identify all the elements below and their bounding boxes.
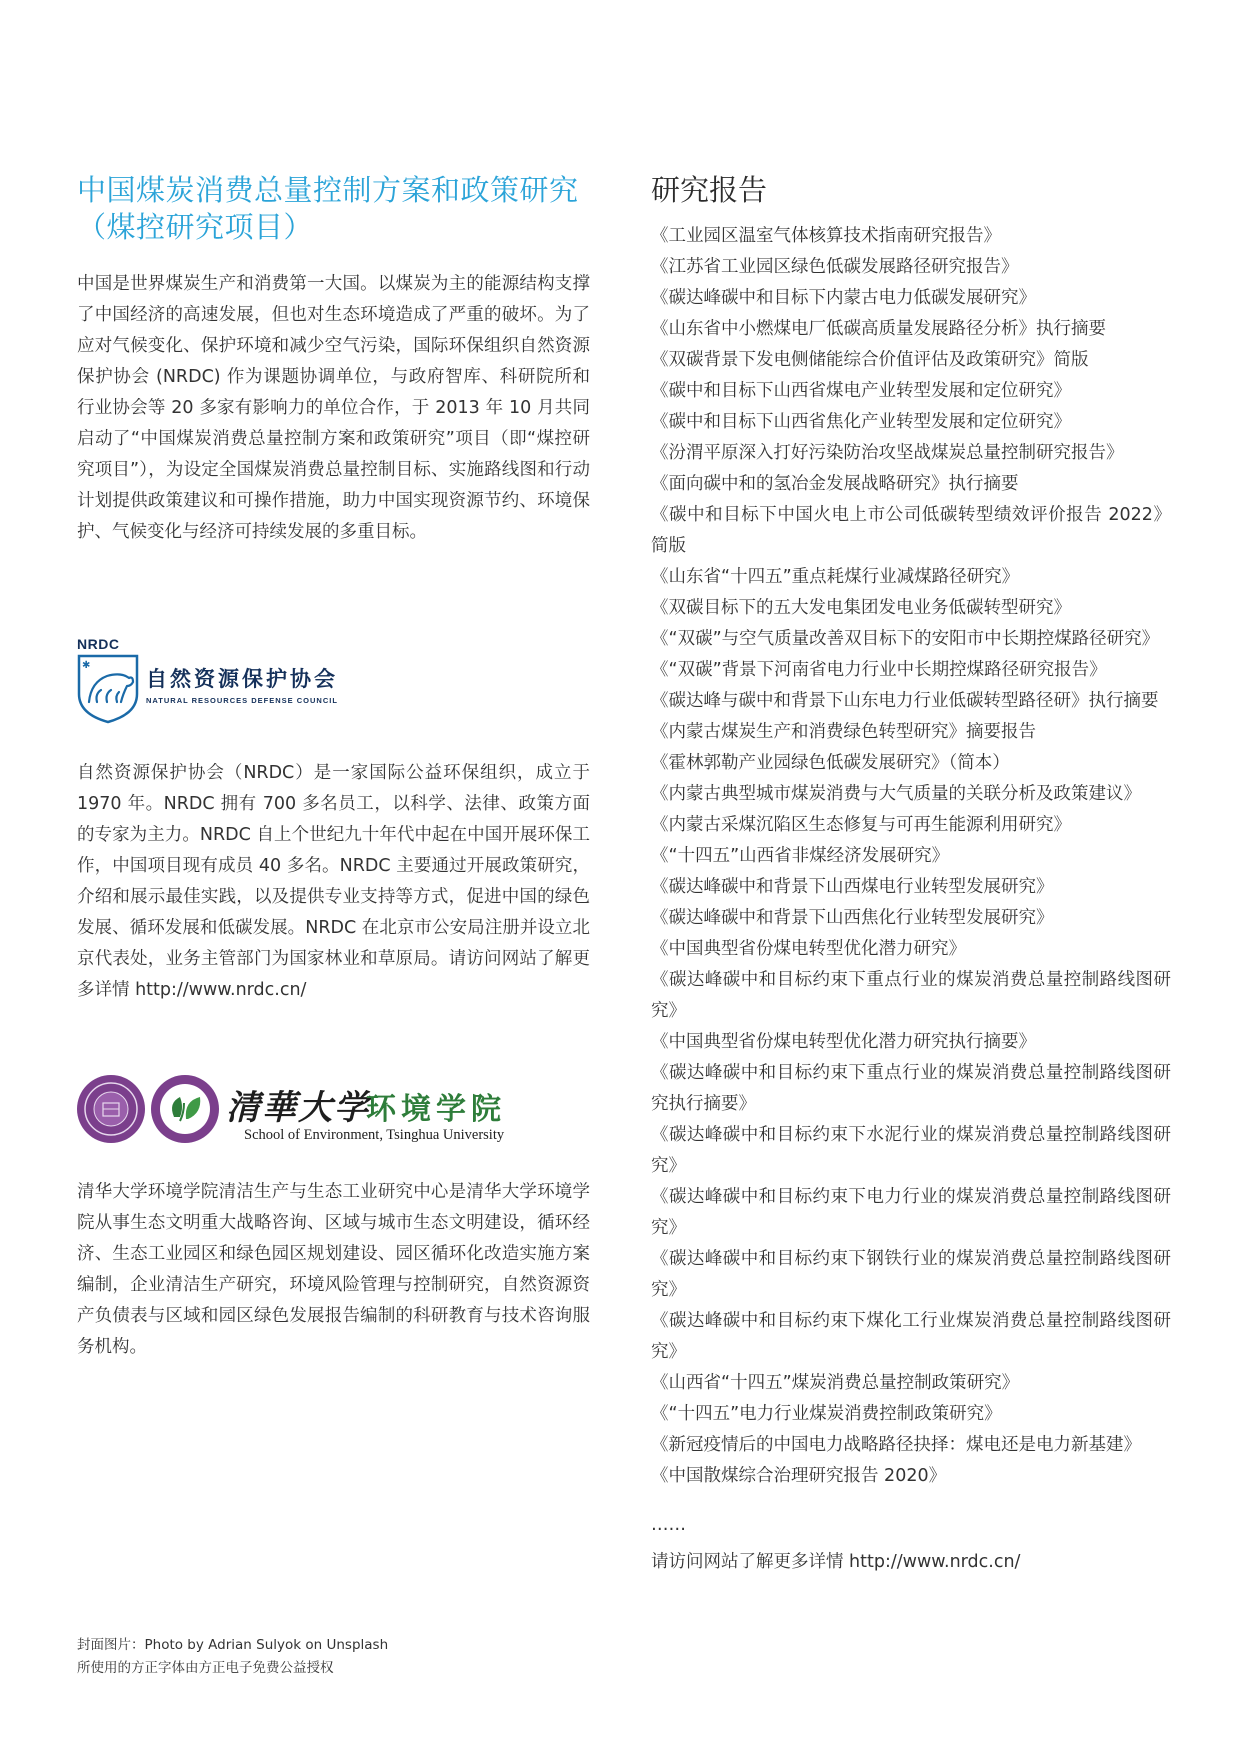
project-title bbox=[77, 172, 590, 246]
report-item: 《中国散煤综合治理研究报告 2020》 bbox=[651, 1466, 947, 1486]
star-icon: ✱ bbox=[82, 660, 91, 671]
report-item: 《汾渭平原深入打好污染防治攻坚战煤炭总量控制研究报告》 bbox=[651, 443, 1124, 463]
project-title-line1: 中国煤炭消费总量控制方案和政策研究 bbox=[77, 173, 579, 207]
school-name-cn: 环境学院 bbox=[366, 1092, 506, 1127]
report-item: 《山东省“十四五”重点耗煤行业减煤路径研究》 bbox=[651, 567, 1020, 587]
project-description: 中国是世界煤炭生产和消费第一大国。以煤炭为主的能源结构支撑了中国经济的高速发展，但也对生态环境造成了严重的破坏。为了应对气候变化、保护环境和减少空气污染，国际环保组织自然资源保护协会 (NRDC) 作为课题协调单位，与政府智库、科研院所和行业协会等 20 多家有影响力的单位合作，于 2013 年 10 月共同启动了“中国煤炭消费总量控制方案和政策研究”项目（即“煤控研究项目”），为设定全国煤炭消费总量控制目标、实施路线图和行动计划提供政策建议和可操作措施，助力中国实现资源节约、环境保护、气候变化与经济可持续发展的多重目标。 bbox=[77, 274, 590, 542]
report-item: 《碳达峰与碳中和背景下山东电力行业低碳转型路径研》执行摘要 bbox=[651, 691, 1159, 711]
project-title-line2: （煤控研究项目） bbox=[77, 210, 314, 244]
report-item: 《双碳目标下的五大发电集团发电业务低碳转型研究》 bbox=[651, 598, 1071, 618]
nrdc-logo-cn: 自然资源保护协会 bbox=[146, 667, 338, 691]
report-item: 《碳达峰碳中和目标约束下钢铁行业的煤炭消费总量控制路线图研究》 bbox=[651, 1249, 1171, 1300]
report-item: 《碳达峰碳中和背景下山西煤电行业转型发展研究》 bbox=[651, 877, 1054, 897]
reports-section-title: 研究报告 bbox=[651, 173, 768, 207]
school-of-environment-seal-icon bbox=[151, 1075, 219, 1143]
report-item: 《内蒙古典型城市煤炭消费与大气质量的关联分析及政策建议》 bbox=[651, 784, 1141, 804]
font-license-note: 所使用的方正字体由方正电子免费公益授权 bbox=[77, 1660, 334, 1676]
report-item: 《碳达峰碳中和背景下山西焦化行业转型发展研究》 bbox=[651, 908, 1054, 928]
nrdc-description: 自然资源保护协会（NRDC）是一家国际公益环保组织，成立于 1970 年。NRDC 拥有 700 多名员工，以科学、法律、政策方面的专家为主力。NRDC 自上个世纪九十年代中起在中国开展环保工作，中国项目现有成员 40 多名。NRDC 主要通过开展政策研究，介绍和展示最佳实践，以及提供专业支持等方式，促进中国的绿色发展、循环发展和低碳发展。NRDC 在北京市公安局注册并设立北京代表处，业务主管部门为国家林业和草原局。请访问网站了解更多详情 http://www.nrdc.cn/ bbox=[77, 763, 590, 1000]
report-item: 《内蒙古采煤沉陷区生态修复与可再生能源利用研究》 bbox=[651, 815, 1071, 835]
report-item: 《中国典型省份煤电转型优化潜力研究执行摘要》 bbox=[651, 1032, 1036, 1052]
report-item: 《“双碳”与空气质量改善双目标下的安阳市中长期控煤路径研究》 bbox=[651, 629, 1160, 649]
tsinghua-university-seal-icon bbox=[77, 1075, 145, 1143]
cover-photo-credit: 封面图片：Photo by Adrian Sulyok on Unsplash bbox=[77, 1637, 389, 1653]
report-item: 《山东省中小燃煤电厂低碳高质量发展路径分析》执行摘要 bbox=[651, 319, 1106, 339]
bear-icon bbox=[89, 674, 133, 702]
more-ellipsis: …… bbox=[651, 1515, 686, 1535]
report-item: 《“十四五”电力行业煤炭消费控制政策研究》 bbox=[651, 1404, 1002, 1424]
report-item: 《“双碳”背景下河南省电力行业中长期控煤路径研究报告》 bbox=[651, 660, 1107, 680]
report-item: 《碳达峰碳中和目标约束下重点行业的煤炭消费总量控制路线图研究》 bbox=[651, 970, 1171, 1021]
report-item: 《“十四五”山西省非煤经济发展研究》 bbox=[651, 846, 950, 866]
school-name-en: School of Environment, Tsinghua University bbox=[244, 1127, 505, 1143]
tsinghua-logos bbox=[76, 1071, 546, 1147]
report-item: 《碳达峰碳中和目标约束下水泥行业的煤炭消费总量控制路线图研究》 bbox=[651, 1125, 1171, 1176]
report-item: 《工业园区温室气体核算技术指南研究报告》 bbox=[651, 226, 1001, 246]
report-item: 《碳中和目标下山西省焦化产业转型发展和定位研究》 bbox=[651, 412, 1071, 432]
report-item: 《碳达峰碳中和目标下内蒙古电力低碳发展研究》 bbox=[651, 288, 1036, 308]
report-item: 《中国典型省份煤电转型优化潜力研究》 bbox=[651, 939, 966, 959]
report-item: 《江苏省工业园区绿色低碳发展路径研究报告》 bbox=[651, 257, 1019, 277]
nrdc-logo-abbr: NRDC bbox=[77, 636, 120, 652]
report-item: 《碳中和目标下山西省煤电产业转型发展和定位研究》 bbox=[651, 381, 1071, 401]
reports-section bbox=[651, 172, 1171, 1578]
report-item: 《新冠疫情后的中国电力战略路径抉择：煤电还是电力新基建》 bbox=[651, 1435, 1141, 1455]
report-item: 《碳达峰碳中和目标约束下重点行业的煤炭消费总量控制路线图研究执行摘要》 bbox=[651, 1063, 1171, 1114]
report-item: 《霍林郭勒产业园绿色低碳发展研究》（简本） bbox=[651, 753, 1010, 773]
nrdc-logo-en: NATURAL RESOURCES DEFENSE COUNCIL bbox=[146, 696, 338, 705]
report-item: 《山西省“十四五”煤炭消费总量控制政策研究》 bbox=[651, 1373, 1020, 1393]
tsinghua-description: 清华大学环境学院清洁生产与生态工业研究中心是清华大学环境学院从事生态文明重大战略咨询、区域与城市生态文明建设，循环经济、生态工业园区和绿色园区规划建设、园区循环化改造实施方案编制，企业清洁生产研究，环境风险管理与控制研究，自然资源资产负债表与区域和园区绿色发展报告编制的科研教育与技术咨询服务机构。 bbox=[77, 1182, 590, 1357]
project-section bbox=[77, 172, 590, 548]
visit-website-text: 请访问网站了解更多详情 http://www.nrdc.cn/ bbox=[651, 1552, 1021, 1572]
report-item: 《碳达峰碳中和目标约束下煤化工行业煤炭消费总量控制路线图研究》 bbox=[651, 1311, 1171, 1362]
report-item: 《内蒙古煤炭生产和消费绿色转型研究》摘要报告 bbox=[651, 722, 1036, 742]
report-list bbox=[651, 221, 1171, 1492]
report-item: 《双碳背景下发电侧储能综合价值评估及政策研究》简版 bbox=[651, 350, 1089, 370]
report-item: 《碳达峰碳中和目标约束下电力行业的煤炭消费总量控制路线图研究》 bbox=[651, 1187, 1171, 1238]
footer-credits bbox=[77, 1634, 388, 1680]
report-item: 《面向碳中和的氢冶金发展战略研究》执行摘要 bbox=[651, 474, 1019, 494]
nrdc-logo bbox=[77, 636, 377, 726]
tsinghua-calligraphy: 清華大学 bbox=[226, 1088, 370, 1128]
report-item: 《碳中和目标下中国火电上市公司低碳转型绩效评价报告 2022》简版 bbox=[651, 505, 1171, 556]
